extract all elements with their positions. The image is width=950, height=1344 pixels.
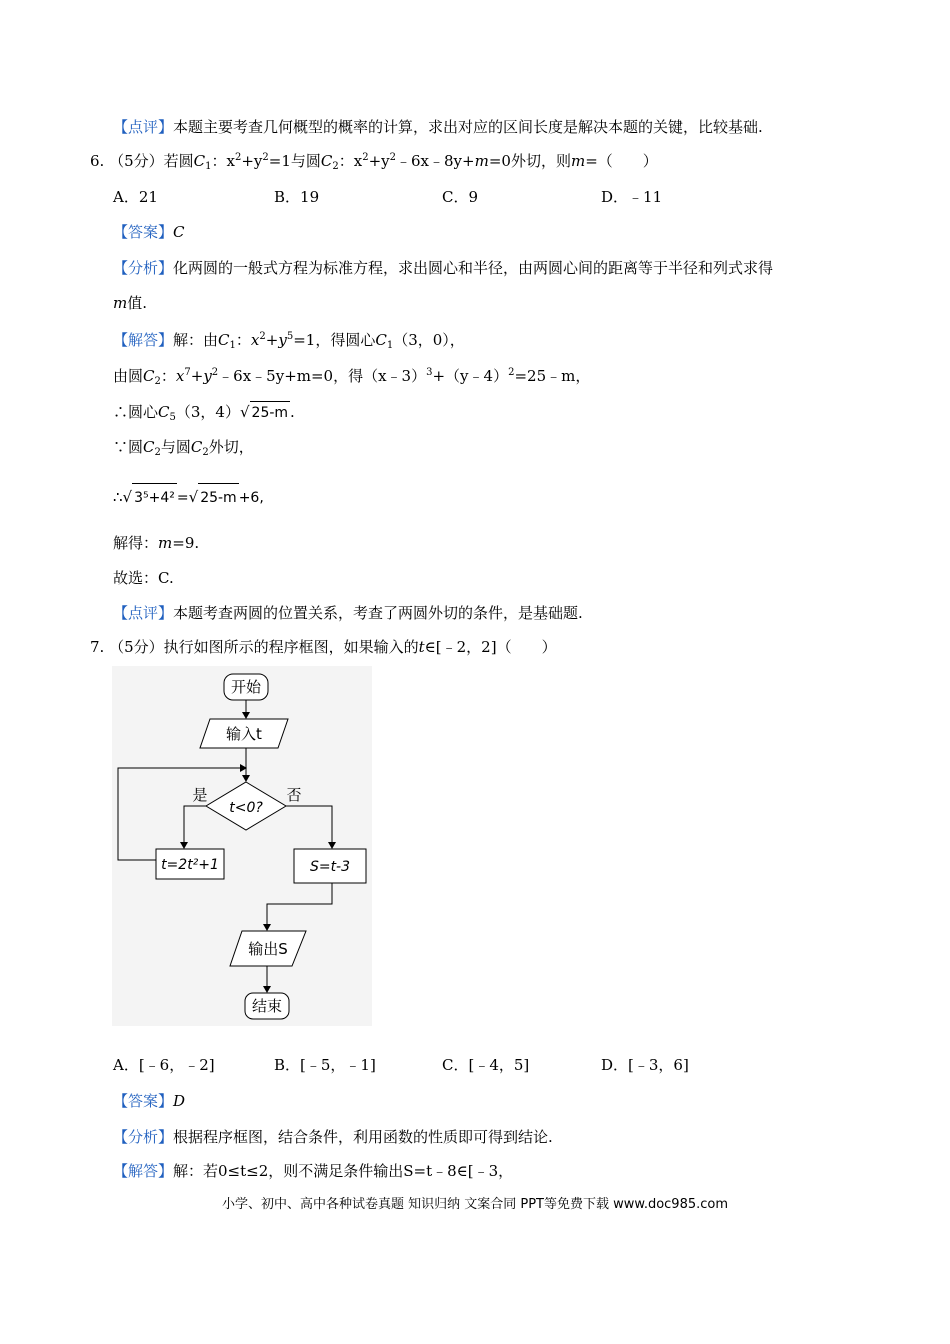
sup-2: 2 — [234, 152, 242, 163]
assign-t-label: t=2t²+1 — [161, 857, 219, 873]
answer-value: C — [173, 223, 185, 241]
assign-s-label: S=t-3 — [309, 859, 351, 875]
answer-value: D — [173, 1092, 186, 1110]
eq-part: +y — [241, 152, 263, 170]
q7-stem — [90, 636, 557, 658]
sub: 2 — [154, 376, 161, 387]
sub: 1 — [386, 340, 394, 351]
analysis-text: 根据程序框图，结合条件，利用函数的性质即可得到结论. — [173, 1128, 553, 1146]
page-footer: 小学、初中、高中各种试卷真题 知识归纳 文案合同 PPT等免费下载 www.doc985.com — [221, 1197, 729, 1212]
sub: 1 — [229, 340, 236, 351]
sol-text: 由圆 — [113, 367, 144, 385]
var-m: m — [113, 294, 128, 312]
analysis-tag: 【分析】 — [113, 259, 174, 277]
sol-text: 解得： — [113, 534, 159, 552]
q6-score: （5分）若圆 — [109, 152, 194, 170]
decision-label: t<0? — [229, 800, 263, 816]
sub: 5 — [169, 412, 176, 423]
eq-part: =1与圆 — [268, 152, 321, 170]
comment-text: 本题考查两圆的位置关系，考查了两圆外切的条件，是基础题. — [173, 604, 583, 622]
var-c2: C — [320, 152, 333, 170]
var-c: C — [218, 331, 230, 349]
solution-tag: 【解答】 — [113, 331, 174, 349]
var-c: C — [143, 438, 155, 456]
option-a: A．[﹣6，﹣2] — [113, 1056, 215, 1074]
sol-text: （3，0）， — [393, 331, 465, 349]
sol-text: +6, — [238, 490, 264, 506]
var-m: m — [158, 534, 173, 552]
var-x: x — [175, 367, 185, 385]
option-a: A．21 — [113, 188, 158, 206]
radical: 25-m — [250, 401, 291, 424]
var-y: y — [203, 367, 212, 385]
sol-text: ∴ — [113, 488, 123, 506]
sol-text: 外切， — [208, 438, 254, 456]
analysis-tag: 【分析】 — [113, 1128, 174, 1146]
input-label: 输入t — [226, 725, 262, 743]
eq-part: ﹣6x﹣8y+ — [396, 152, 475, 170]
q6-solution-1: 【解答】解：由$C_1$：$x^2+y^5=1$，得圆心$C_1(3$，0）， — [113, 331, 465, 351]
question-number: 6. — [90, 152, 105, 170]
radical: 25-m — [198, 483, 239, 512]
sup: 2 — [508, 367, 515, 378]
sub: 2 — [154, 447, 161, 458]
var-t: t — [418, 638, 425, 656]
q6-answer — [113, 221, 185, 243]
q6-solution-4 — [113, 436, 254, 458]
option-c: C．[﹣4，5] — [442, 1056, 530, 1074]
solution-tag: 【解答】 — [113, 1162, 174, 1180]
q6-solution-5 — [113, 483, 264, 512]
var-c: C — [158, 403, 170, 421]
eq-part: =（ ） — [585, 152, 658, 170]
sol-text: ∴圆心 — [113, 403, 159, 421]
sup: 3 — [426, 367, 433, 378]
q7-analysis — [113, 1126, 553, 1148]
q6-analysis — [113, 257, 773, 279]
comment-tag: 【点评】 — [113, 118, 174, 136]
var-c: C — [375, 331, 387, 349]
q5-comment — [113, 116, 763, 138]
question-number: 7. — [90, 638, 105, 656]
option-b: B．[﹣5，﹣1] — [274, 1056, 376, 1074]
yes-label: 是 — [192, 786, 208, 804]
sol-text: = — [176, 490, 189, 506]
eq-part: +y — [368, 152, 390, 170]
sol-text: =9. — [172, 534, 200, 552]
no-label: 否 — [286, 786, 302, 804]
answer-tag: 【答案】 — [113, 1092, 174, 1110]
q6-stem — [90, 150, 658, 172]
comment-tag: 【点评】 — [113, 604, 174, 622]
sup: 5 — [286, 331, 294, 342]
var-c1: C — [193, 152, 206, 170]
comment-text: 本题主要考查几何概型的概率的计算，求出对应的区间长度是解决本题的关键，比较基础. — [173, 118, 763, 136]
sup: 7 — [184, 367, 191, 378]
var-x: x — [250, 331, 260, 349]
q6-analysis-cont — [113, 292, 147, 314]
sup: 2 — [259, 331, 266, 342]
sol-text: ∵圆 — [113, 438, 144, 456]
sol-text: . — [290, 403, 295, 421]
option-d: D．﹣11 — [601, 188, 663, 206]
end-label: 结束 — [251, 997, 283, 1015]
start-label: 开始 — [230, 678, 262, 696]
q7-solution-1 — [113, 1160, 513, 1182]
sol-text: 解：若0≤t≤2，则不满足条件输出S=t﹣8∈[﹣3， — [173, 1162, 514, 1180]
analysis-text: 化两圆的一般式方程为标准方程，求出圆心和半径，由两圆心间的距离等于半径和列式求得 — [173, 259, 774, 277]
answer-tag: 【答案】 — [113, 223, 174, 241]
stem-text: ∈[﹣2，2]（ ） — [424, 638, 557, 656]
option-d: D．[﹣3，6] — [601, 1056, 689, 1074]
sol-text: ，得圆心 — [315, 331, 376, 349]
flowchart — [112, 666, 372, 1026]
analysis-text: 值. — [127, 294, 148, 312]
eq-part: ：x — [338, 152, 363, 170]
sup-2: 2 — [262, 152, 269, 163]
sup: 2 — [211, 367, 219, 378]
q6-solution-2: 由圆$C_2$：$x^7+y^2﹣6x﹣5y+m=0$，得（x﹣3）$^3$+（y﹣4）$^2$=25﹣m， — [113, 367, 591, 387]
sol-text: =25﹣m， — [514, 367, 591, 385]
q7-answer — [113, 1090, 185, 1112]
radical-sign: √ — [188, 488, 199, 506]
sup-2: 2 — [389, 152, 397, 163]
var-c: C — [190, 438, 203, 456]
var-m: m — [570, 152, 586, 170]
sup-2: 2 — [362, 152, 369, 163]
q6-solution-3 — [113, 401, 295, 424]
var-m: m — [474, 152, 489, 170]
option-b: B．19 — [274, 188, 320, 206]
sub: 2 — [202, 447, 209, 458]
sol-text: （3，4） — [175, 403, 240, 421]
var-c: C — [143, 367, 155, 385]
var-y: y — [278, 331, 287, 349]
sub-2: 2 — [332, 161, 339, 172]
sub-1: 1 — [205, 161, 212, 172]
radical-sign: √ — [122, 488, 133, 506]
eq-part: ：x — [211, 152, 235, 170]
q6-comment — [113, 602, 583, 624]
q6-solution-6 — [113, 532, 199, 554]
option-c: C．9 — [442, 188, 479, 206]
sol-text: ﹣6x﹣5y+m=0，得（x﹣3） — [218, 367, 427, 385]
stem-text: （5分）执行如图所示的程序框图，如果输入的 — [109, 638, 419, 656]
sol-text: +（y﹣4） — [432, 367, 509, 385]
radical: 3⁵+4² — [132, 483, 177, 512]
sol-text: 与圆 — [160, 438, 191, 456]
q6-solution-7: 故选：C. — [113, 569, 174, 587]
radical-sign: √ — [239, 403, 250, 421]
eq-part: =0外切，则 — [488, 152, 571, 170]
sol-text: 解：由 — [173, 331, 219, 349]
output-label: 输出S — [248, 940, 288, 958]
